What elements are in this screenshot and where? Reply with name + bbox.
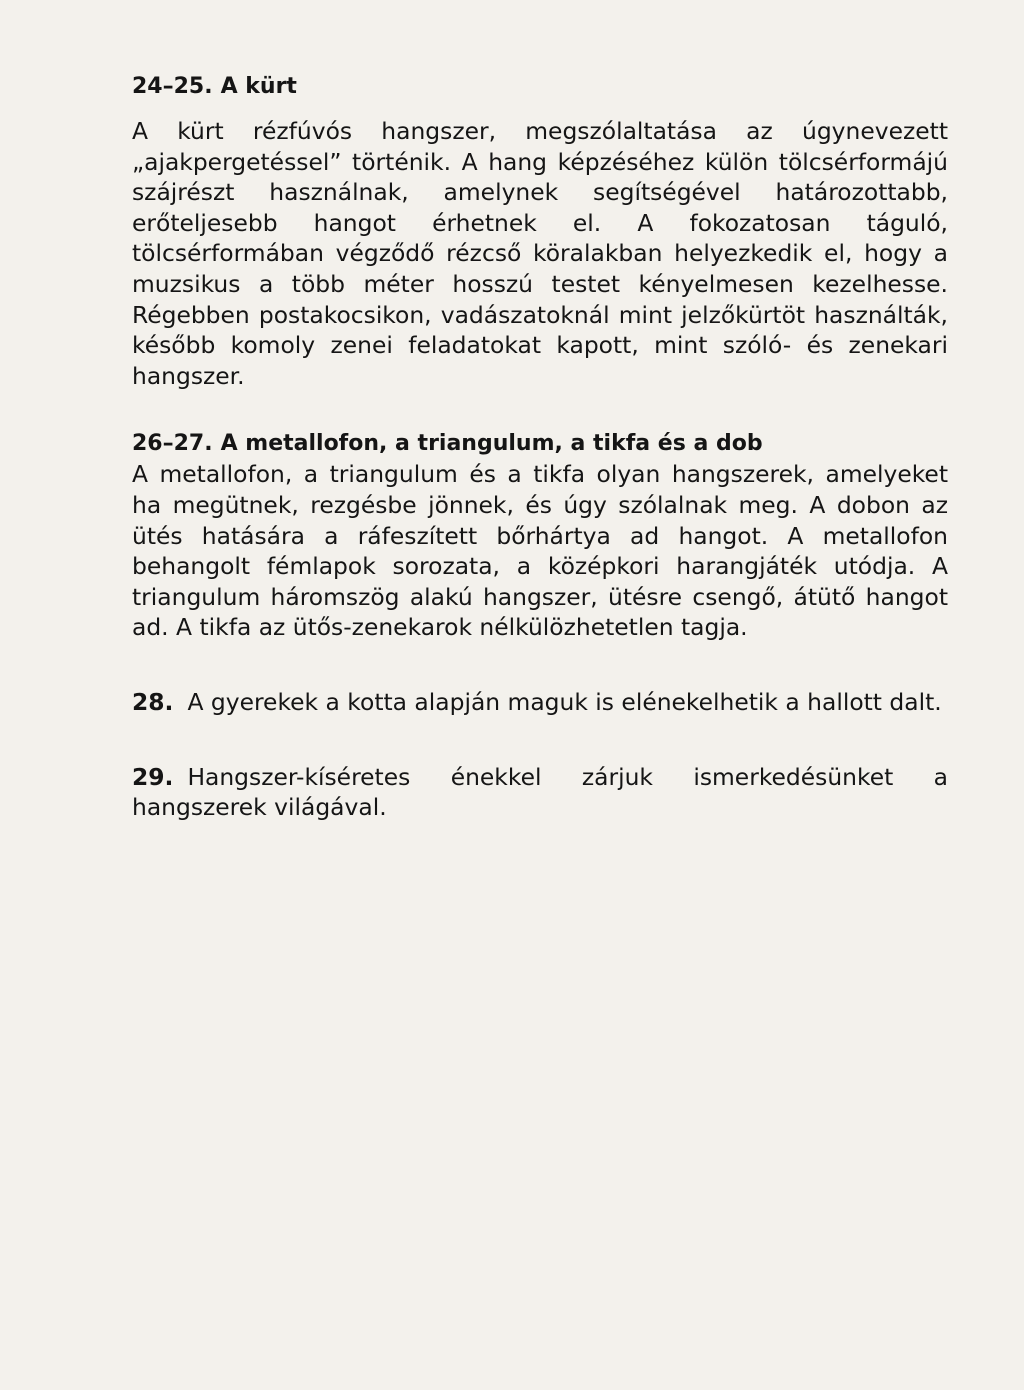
section-heading <box>132 429 948 459</box>
section-closing-song <box>132 762 948 823</box>
section-title: A metallofon, a triangulum, a tikfa és a dob <box>220 431 763 457</box>
section-title: A kürt <box>220 74 297 99</box>
section-text: A kürt rézfúvós hangszer, megszólaltatása az úgynevezett „ajakpergetéssel” történik. A hang képzéséhez külön tölcsérformájú szájrészt használnak, amelynek segítségével határozottabb, erőteljesebb hangot érhetnek el. A fokozatosan táguló, tölcsérformában végződő rézcső köralakban helyezkedik el, hogy a muzsikus a több méter hosszú testet kényelmesen kezelhesse. Régebben postakocsikon, vadászatoknál mint jelzőkürtöt használták, később komoly zenei feladatokat kapott, mint szóló- és zenekari hangszer. <box>132 117 948 390</box>
section-heading <box>132 72 948 102</box>
section-number: 26–27. <box>132 431 213 457</box>
section-paragraph <box>132 762 948 823</box>
section-text: A gyerekek a kotta alapján maguk is elénekelhetik a hallott dalt. <box>187 687 942 716</box>
section-number: 29. <box>132 762 174 791</box>
section-text: A metallofon, a triangulum és a tikfa olyan hangszerek, amelyeket ha megütnek, rezgésbe jönnek, és úgy szólalnak meg. A dobon az ütés hatására a ráfeszített bőrhártya ad hangot. A metallofon behangolt fémlapok sorozata, a középkori harangjáték utódja. A triangulum háromszög alakú hangszer, ütésre csengő, átütő hangot ad. A tikfa az ütős-zenekarok nélkülözhetetlen tagja. <box>132 460 948 642</box>
section-paragraph <box>132 687 948 718</box>
section-horn <box>132 72 948 391</box>
section-number: 24–25. <box>132 74 213 99</box>
section-sing-song <box>132 687 948 718</box>
section-number: 28. <box>132 687 174 716</box>
section-text: Hangszer-kíséretes énekkel zárjuk ismerkedésünket a hangszerek világával. <box>132 762 948 822</box>
section-percussion <box>132 429 948 643</box>
